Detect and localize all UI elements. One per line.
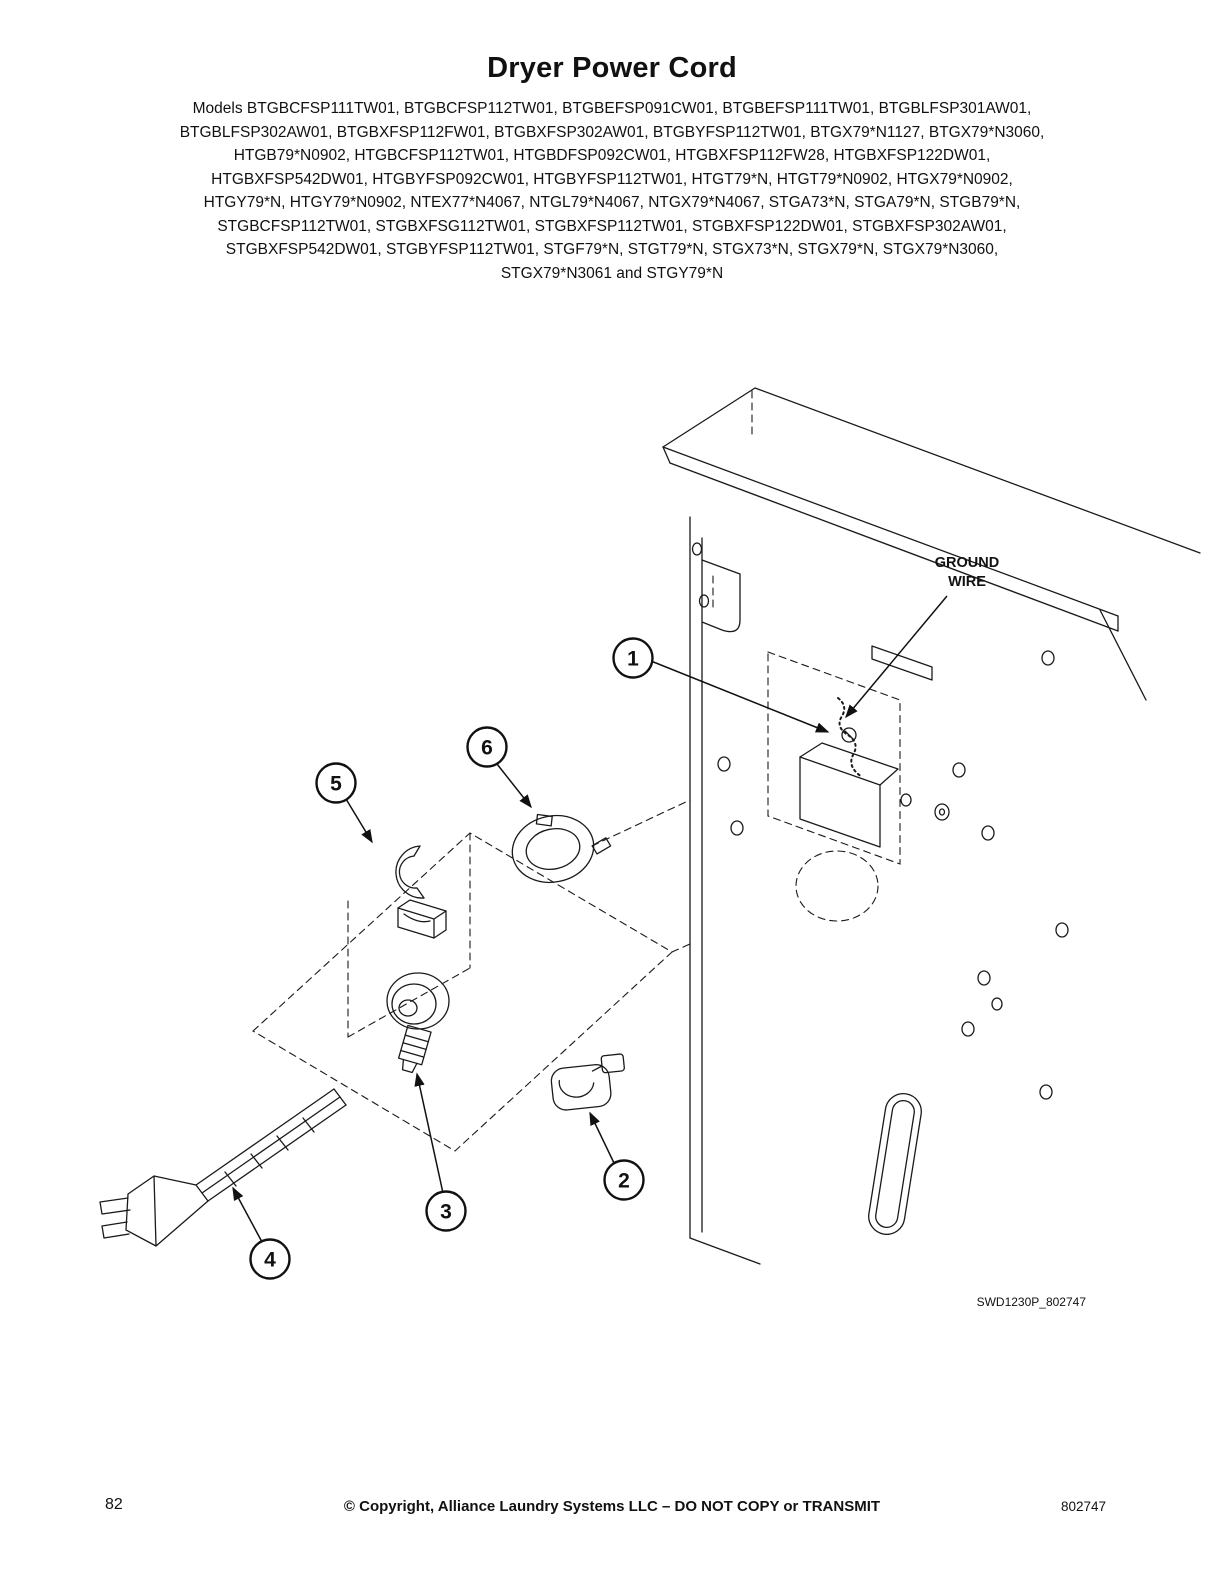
models-line: HTGY79*N, HTGY79*N0902, NTEX77*N4067, NTGL79*N4067, NTGX79*N4067, STGA73*N, STGA79*N, STGB79*N, xyxy=(203,194,1021,211)
alignment-planes xyxy=(253,800,690,1151)
callout-1 xyxy=(614,639,653,678)
callout-2-number: 2 xyxy=(618,1169,630,1193)
ground-wire-label xyxy=(935,555,999,590)
part-mounting-ring xyxy=(505,801,615,890)
models-line: STGX79*N3061 and STGY79*N xyxy=(500,264,724,282)
dryer-rear-panel xyxy=(663,388,1200,1264)
callout-6-number: 6 xyxy=(481,736,493,760)
ground-wire-label-line1: GROUND xyxy=(934,555,1000,571)
callout-1-number: 1 xyxy=(627,647,639,671)
callout-6 xyxy=(468,728,507,767)
callout-3-number: 3 xyxy=(440,1200,452,1224)
page-number: 82 xyxy=(105,1496,123,1513)
part-power-cord xyxy=(100,1089,346,1246)
callout-4-number: 4 xyxy=(264,1248,276,1272)
doc-number: 802747 xyxy=(1060,1499,1106,1514)
page-footer xyxy=(0,1494,1224,1520)
ground-wire-label-line2: WIRE xyxy=(948,574,986,590)
diagram-code: SWD1230P_802747 xyxy=(976,1295,1086,1309)
models-line: BTGBLFSP302AW01, BTGBXFSP112FW01, BTGBXFSP302AW01, BTGBYFSP112TW01, BTGX79*N1127, BTGX79*N3060, xyxy=(179,123,1045,141)
callout-5 xyxy=(317,764,356,803)
callout-3 xyxy=(427,1192,466,1231)
leader-lines xyxy=(233,596,947,1242)
callout-4 xyxy=(251,1240,290,1279)
models-line: HTGB79*N0902, HTGBCFSP112TW01, HTGBDFSP092CW01, HTGBXFSP112FW28, HTGBXFSP122DW01, xyxy=(233,147,991,164)
callout-5-number: 5 xyxy=(330,772,342,796)
models-line: STGBCFSP112TW01, STGBXFSG112TW01, STGBXFSP112TW01, STGBXFSP122DW01, STGBXFSP302AW01, xyxy=(217,217,1007,235)
page-title: Dryer Power Cord xyxy=(487,52,737,84)
callout-2 xyxy=(605,1161,644,1200)
models-line: Models BTGBCFSP111TW01, BTGBCFSP112TW01, BTGBEFSP091CW01, BTGBEFSP111TW01, BTGBLFSP301AW01, xyxy=(192,100,1032,117)
models-list xyxy=(0,97,1224,285)
models-line: STGBXFSP542DW01, STGBYFSP112TW01, STGF79*N, STGT79*N, STGX73*N, STGX79*N, STGX79*N3060, xyxy=(225,241,999,258)
part-strain-relief-clamp xyxy=(396,846,446,938)
part-cord-bushing xyxy=(387,973,449,1074)
part-cord-clamp xyxy=(549,1054,628,1111)
models-line: HTGBXFSP542DW01, HTGBYFSP092CW01, HTGBYFSP112TW01, HTGT79*N, HTGT79*N0902, HTGX79*N0902, xyxy=(211,170,1013,188)
page-header xyxy=(0,0,1224,285)
copyright-notice: © Copyright, Alliance Laundry Systems LLC – DO NOT COPY or TRANSMIT xyxy=(343,1498,881,1515)
ground-wire-terminal xyxy=(838,698,862,777)
